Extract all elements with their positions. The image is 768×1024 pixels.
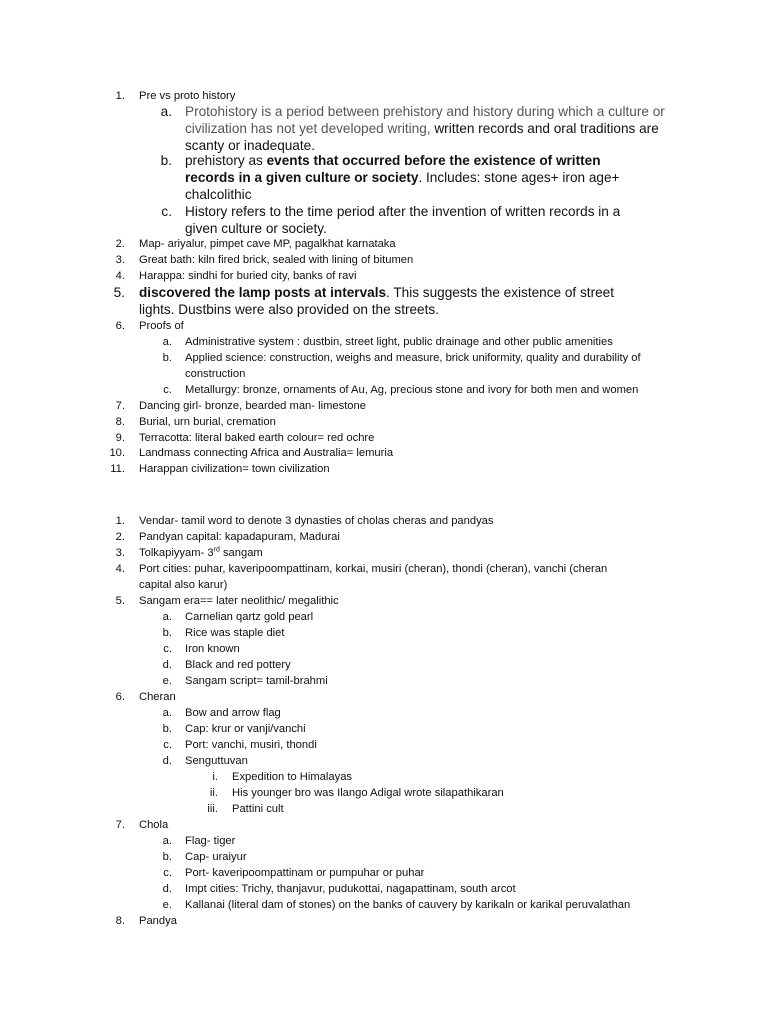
document-page: 1. Pre vs proto history a. Protohistory is a period between prehistory and history during which a culture or civilization has not yet developed writing, written records and oral traditions are scanty or inadequate. b. prehistory as events that occurred before the existence of written records in a given culture or society. Includes: stone ages+ iron age+ chalcolithic c. History refers to the time period after the invention of written records in a given culture or society. 2. Map- ariyalur, pimpet cave MP, pagalkhat karnataka 3. Great bath: kiln fired brick, sealed with lining of bitumen 4. Harappa: sindhi for buried city, banks of ravi 5. discovered the lamp posts at intervals. This suggests the existence of street lights. Dustbins were also provided on the streets. 6. Proofs of a. Administrative system : dustbin, street light, public drainage and other public amenities b. Applied science: construction, weighs and measure, brick uniformity, quality and durability of construction c. Metallurgy: bronze, ornaments of Au, Ag, precious stone and ivory for both men and women 7. Dancing girl- bronze, bearded man- limestone 8. Burial, urn burial, cremation 9. Terracotta: literal baked earth colour= red ochre 10. Landmass connecting Africa and Australia= lemuria 11. Harappan civilization= town civilization 1. Vendar- tamil word to denote 3 dynasties of cholas cheras and pandyas 2. Pandyan capital: kapadapuram, Madurai 3. Tolkapiyyam- 3rd sangam 4. Port cities: puhar, kaveripoompattinam, korkai, musiri (cheran), thondi (cheran), vanchi (cheran capital also karur) 5. Sangam era== later neolithic/ megalithic a. Carnelian qartz gold pearl b. Rice was staple diet c. Iron known d. Black and red pottery e. Sangam script= tamil-brahmi 6. Cheran a. Bow and arrow flag b. Cap: krur or vanji/vanchi c. Port: vanchi, musiri, thondi d. Senguttuvan i. Expedition to Himalayas ii. His younger bro was Ilango Adigal wrote silapathikaran iii. Pattini cult 7. Chola a. Flag- tiger b. Cap- uraiyur c. Port- kaveripoompattinam or pumpuhar or puhar d. Impt cities: Trichy, thanjavur, pudukottai, nagapattinam, south arcot e. Kallanai (literal dam of stones) on the banks of cauvery by karikaln or karikal peruvalathan 8. Pandya bbox=[109, 90, 665, 927]
